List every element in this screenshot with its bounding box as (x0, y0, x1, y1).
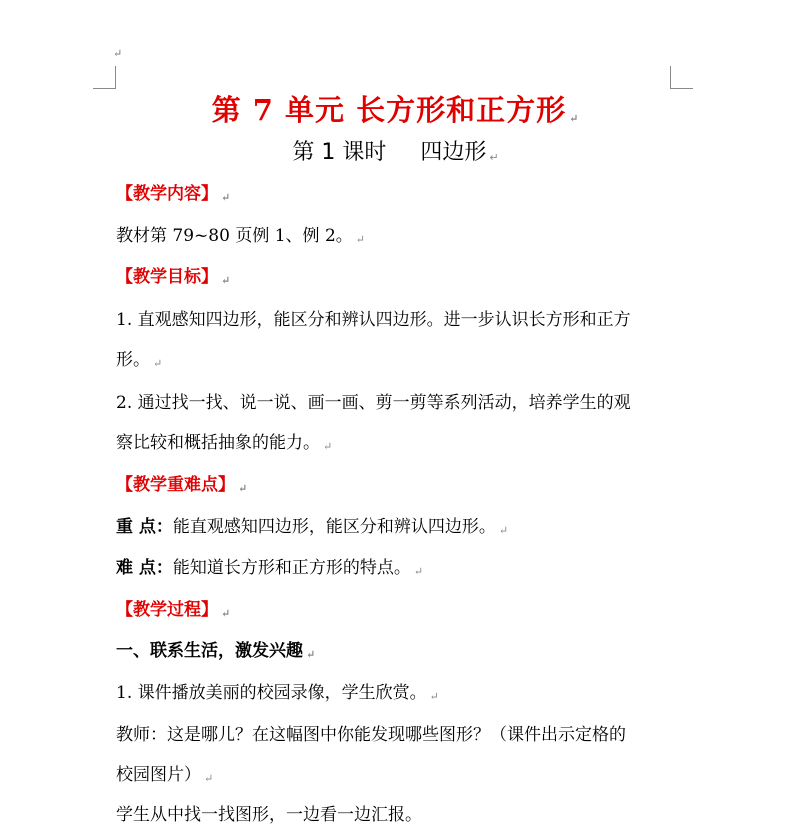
goal-2-line-1: 2. 通过找一找、说一说、画一画、剪一剪等系列活动，培养学生的观 (116, 393, 631, 413)
paragraph-mark-icon: ↵ (355, 233, 365, 246)
step-1-item-1: 1. 课件播放美丽的校园录像，学生欣赏。 ↵ (116, 683, 439, 703)
goal-2-line-2: 察比较和概括抽象的能力。 ↵ (116, 433, 333, 453)
paragraph-mark-icon: ↵ (221, 274, 231, 287)
difficult-label: 难 点： (116, 558, 173, 578)
teacher-line-1: 教师：这是哪儿？在这幅图中你能发现哪些图形？（课件出示定格的 (116, 725, 626, 745)
step-1-heading: 一、联系生活，激发兴趣 ↵ (116, 641, 316, 661)
unit-title: 第 7 单元 长方形和正方形 ↵ (211, 93, 580, 127)
lesson-label: 第 1 课时 (292, 140, 387, 165)
goal-1-line-1: 1. 直观感知四边形，能区分和辨认四边形。进一步认识长方形和正方 (116, 310, 631, 330)
margin-corner-top-right (670, 66, 693, 89)
goals-heading: 【教学目标】 ↵ (116, 267, 231, 287)
paragraph-mark-icon: ↵ (204, 772, 214, 785)
paragraph-mark-icon: ↵ (489, 151, 499, 164)
paragraph-mark-icon: ↵ (306, 648, 316, 661)
teacher-line-2: 校园图片） ↵ (116, 765, 214, 785)
paragraph-mark-icon: ↵ (238, 482, 248, 495)
paragraph-mark-icon: ↵ (429, 690, 439, 703)
paragraph-mark-icon: ↵ (221, 607, 231, 620)
key-point: 重 点：能直观感知四边形，能区分和辨认四边形。 ↵ (116, 517, 509, 537)
difficult-point: 难 点：能知道长方形和正方形的特点。 ↵ (116, 558, 424, 578)
paragraph-mark-icon: ↵ (153, 357, 163, 370)
paragraph-mark-icon: ↵ (498, 524, 509, 537)
key-label: 重 点： (116, 517, 173, 537)
keypoints-heading: 【教学重难点】 ↵ (116, 475, 248, 495)
margin-corner-top-left (93, 66, 116, 89)
goal-1-line-2: 形。 ↵ (116, 350, 163, 370)
content-text: 教材第 79~80 页例 1、例 2。 ↵ (116, 226, 365, 246)
paragraph-mark-icon: ↵ (569, 112, 580, 125)
process-heading: 【教学过程】 ↵ (116, 600, 231, 620)
lesson-title (0, 139, 791, 172)
lesson-topic: 四边形 (420, 140, 487, 165)
paragraph-mark-icon: ↵ (413, 565, 424, 578)
paragraph-mark-icon: ↵ (113, 47, 123, 60)
paragraph-mark-icon: ↵ (221, 191, 231, 204)
paragraph-mark-icon: ↵ (323, 440, 333, 453)
content-heading: 【教学内容】 ↵ (116, 184, 231, 204)
cut-off-line: 学生从中找一找图形，一边看一边汇报。 (116, 805, 422, 825)
